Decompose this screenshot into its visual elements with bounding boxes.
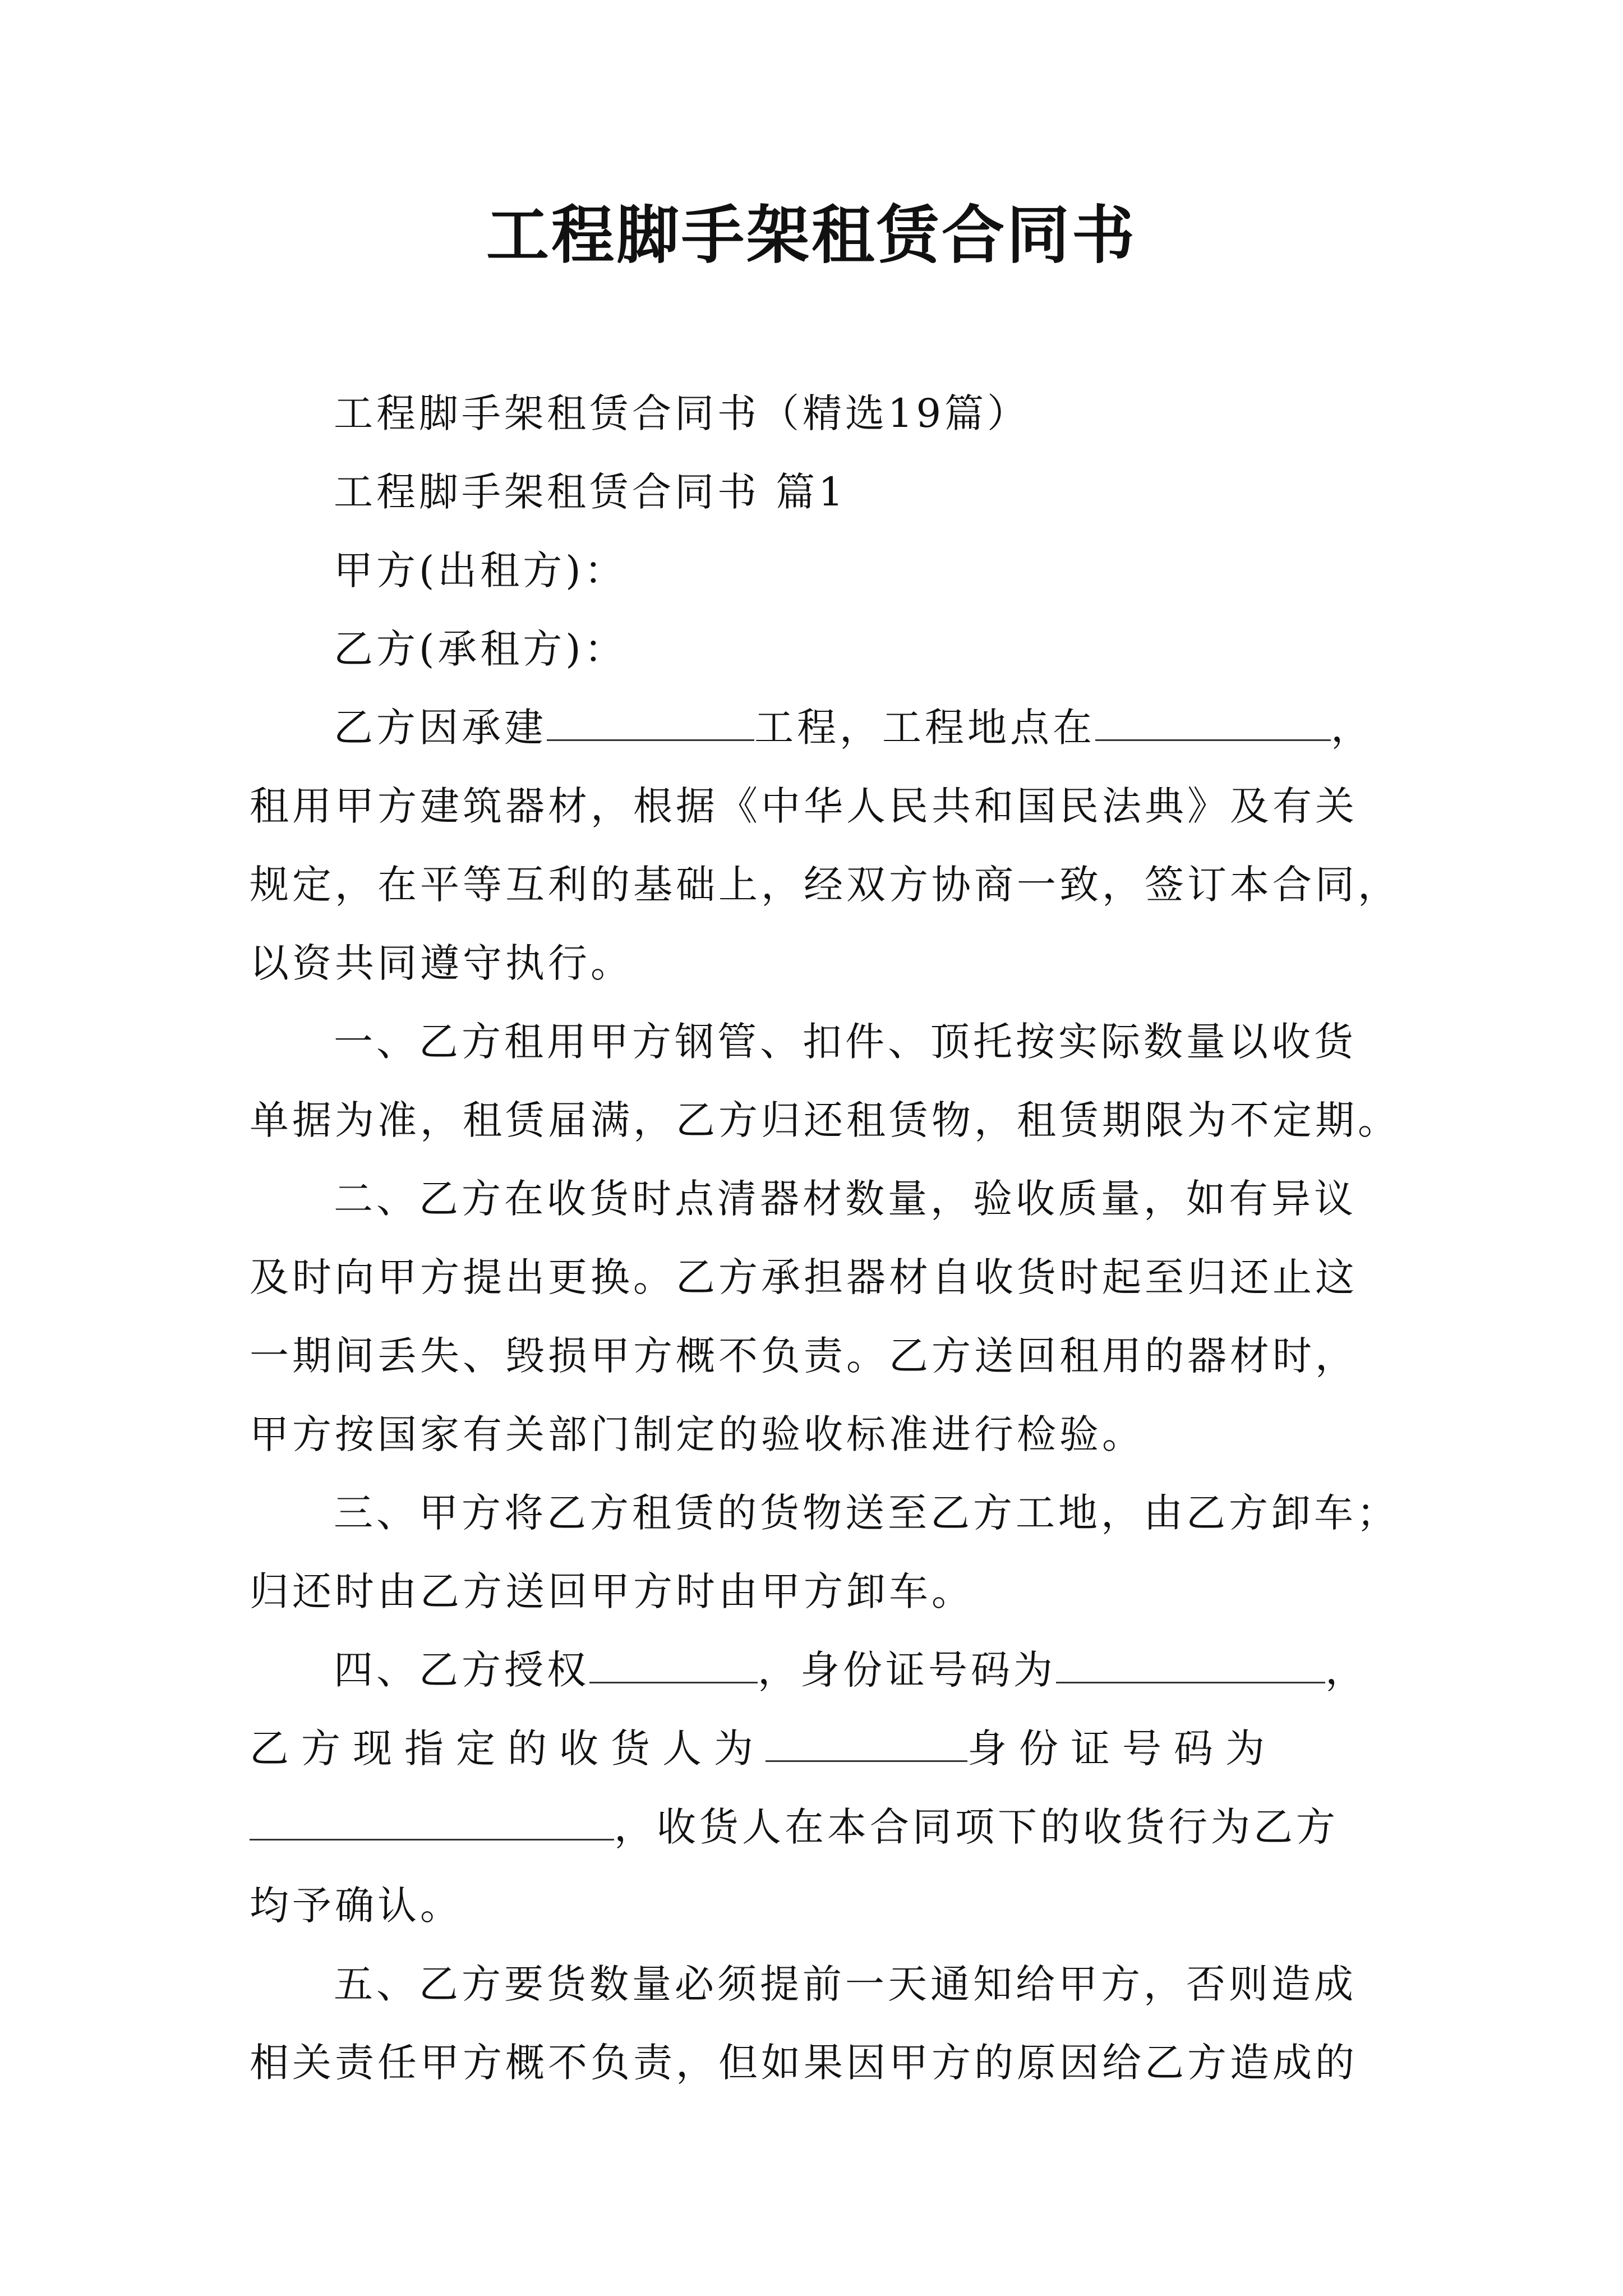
- part-heading: 工程脚手架租赁合同书 篇1: [334, 469, 847, 515]
- clause-4-line-3: [250, 1788, 1388, 1866]
- clause-4-line-2b: 身份证号码为: [967, 1726, 1277, 1772]
- clause-1-line-2: 单据为准，租赁届满，乙方归还租赁物，租赁期限为不定期。: [250, 1097, 1400, 1143]
- clause-2-line-1: 二、乙方在收货时点清器材数量，验收质量，如有异议: [334, 1176, 1357, 1222]
- clause-2-line-4: 甲方按国家有关部门制定的验收标准进行检验。: [250, 1411, 1145, 1457]
- clause-2-line-2: 及时向甲方提出更换。乙方承担器材自收货时起至归还止这: [250, 1254, 1358, 1300]
- receiver-id-blank: [250, 1805, 614, 1841]
- party-b-label: 乙方(承租方)：: [334, 626, 627, 672]
- clause-4: [250, 1631, 1388, 1945]
- receiver-name-blank: [766, 1727, 967, 1762]
- document-title: 工程脚手架租赁合同书: [486, 199, 1137, 272]
- clause-5-line-1: 五、乙方要货数量必须提前一天通知给甲方，否则造成: [334, 1961, 1357, 2007]
- intro-seg-3: ，: [1331, 705, 1373, 751]
- clause-2-line-3: 一期间丢失、毁损甲方概不负责。乙方送回租用的器材时，: [250, 1333, 1358, 1379]
- party-a-label: 甲方(出租方)：: [334, 547, 627, 593]
- intro-paragraph: [250, 688, 1400, 1002]
- clause-5-line-2: 相关责任甲方概不负责，但如果因甲方的原因给乙方造成的: [250, 2040, 1358, 2086]
- intro-line-1: [250, 688, 1388, 767]
- clause-3-line-1: 三、甲方将乙方租赁的货物送至乙方工地，由乙方卸车；: [334, 1490, 1399, 1536]
- clause-2: [250, 1159, 1388, 1474]
- intro-seg-1: 乙方因承建: [334, 705, 547, 751]
- intro-seg-2: 工程，工程地点在: [754, 705, 1095, 751]
- intro-line-3: 规定，在平等互利的基础上，经双方协商一致，签订本合同，: [250, 862, 1400, 908]
- document-body: [250, 374, 1400, 2102]
- intro-line-4: 以资共同遵守执行。: [250, 940, 633, 986]
- project-location-blank: [1095, 706, 1331, 741]
- clause-1: [250, 1002, 1400, 1159]
- clause-4-line-3b: ，收货人在本合同项下的收货行为乙方: [614, 1804, 1339, 1850]
- clause-5: [250, 1945, 1388, 2102]
- clause-4-line-2: [250, 1709, 1388, 1788]
- project-name-blank: [547, 706, 754, 741]
- intro-line-2: 租用甲方建筑器材，根据《中华人民共和国民法典》及有关: [250, 783, 1358, 829]
- clause-1-line-1: 一、乙方租用甲方钢管、扣件、顶托按实际数量以收货: [334, 1019, 1357, 1065]
- authorized-id-blank: [1056, 1648, 1325, 1683]
- authorized-person-blank: [589, 1648, 758, 1683]
- clause-4-seg-3: ，: [1325, 1647, 1368, 1693]
- clause-4-seg-1: 四、乙方授权: [334, 1647, 589, 1693]
- clause-3-line-2: 归还时由乙方送回甲方时由甲方卸车。: [250, 1568, 974, 1614]
- subtitle: 工程脚手架租赁合同书（精选19篇）: [334, 390, 1030, 436]
- clause-4-line-1: [250, 1631, 1388, 1709]
- clause-4-seg-2: ，身份证号码为: [758, 1647, 1056, 1693]
- clause-4-line-2a: 乙方现指定的收货人为: [250, 1726, 766, 1772]
- clause-4-line-4: 均予确认。: [250, 1883, 463, 1929]
- clause-3: [250, 1474, 1399, 1631]
